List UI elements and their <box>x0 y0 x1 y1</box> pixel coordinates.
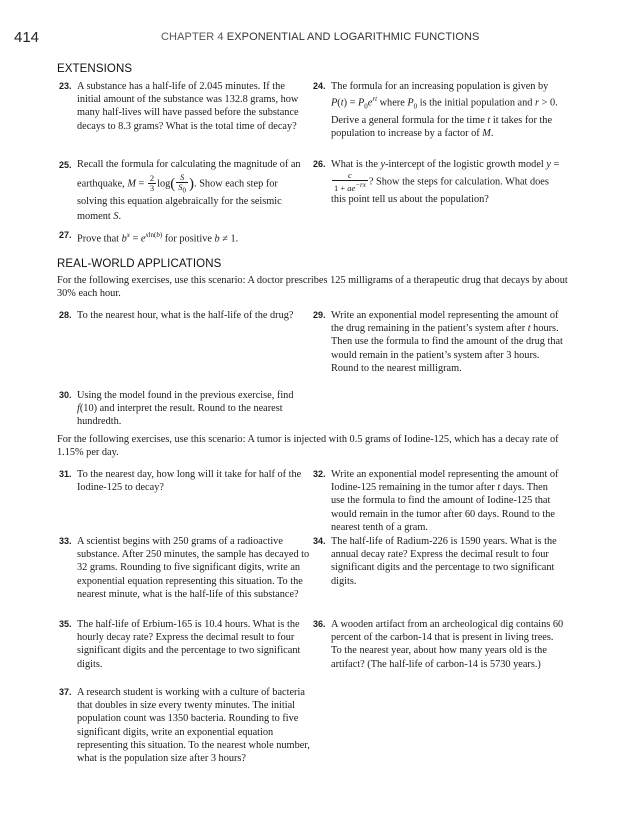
exercise-30 <box>60 389 310 429</box>
exercise-number: 30. <box>59 390 72 400</box>
scenario-intro-tumor: For the following exercises, use this scenario: A tumor is injected with 0.5 grams of Iodine-125, which has a decay rate of 1.15% per day. <box>57 434 559 459</box>
exercise-32 <box>314 468 564 534</box>
scenario-intro-drug: For the following exercises, use this scenario: A doctor prescribes 125 milligrams of a therapeutic drug that decays by about 30% each hour. <box>57 275 568 300</box>
extensions-heading: EXTENSIONS <box>57 63 133 75</box>
exercise-number: 29. <box>313 310 326 320</box>
exercise-number: 31. <box>59 469 72 479</box>
exercise-29 <box>314 309 564 375</box>
exercise-text: A research student is working with a culture of bacteria that doubles in size every twenty minutes. The initial population count was 1350 bacteria. Rounding to five significant digits, write an exponential equation representing this situation. To the nearest whole number, what is the population size after 3 hours? <box>77 687 310 765</box>
exercise-text: Using the model found in the previous exercise, find f(10) and interpret the result. Round to the nearest hundredth. <box>77 390 294 428</box>
exercise-number: 27. <box>59 230 72 240</box>
exercise-36 <box>314 618 564 671</box>
exercise-text: Prove that $b^x = e^{xln(b)}$ for positive b ≠ 1. <box>77 231 239 245</box>
exercise-25 <box>60 158 305 224</box>
exercise-text: To the nearest hour, what is the half-life of the drug? <box>77 310 294 321</box>
exercise-text: To the nearest day, how long will it take for half of the Iodine-125 to decay? <box>77 469 302 494</box>
exercise-26 <box>314 158 564 206</box>
exercise-text: A wooden artifact from an archeological dig contains 60 percent of the carbon-14 that is present in living trees. To the nearest year, about how many years old is the artifact? (The half-life of carbon-14 is 5730 years.) <box>331 619 564 670</box>
exercise-number: 26. <box>313 159 326 169</box>
chapter-label: CHAPTER 4 <box>161 31 224 43</box>
exercise-28 <box>60 309 310 322</box>
exercise-number: 36. <box>313 619 326 629</box>
exercise-text: Write an exponential model representing the amount of the drug remaining in the patient’s system after t hours. Then use the formula to find the amount of the drug that would remain in the patient’s system after 3 hours. Round to the nearest milligram. <box>331 310 563 374</box>
exercise-24 <box>314 80 564 140</box>
exercise-number: 33. <box>59 536 72 546</box>
exercise-number: 28. <box>59 310 72 320</box>
exercise-33 <box>60 535 310 601</box>
exercise-text: The formula for an increasing population is given by $P(t) = P_0e^{rt}$ where $P_0$ is the initial population and r > 0. Derive a general formula for the time t it takes for the population to increase by a factor of M. <box>331 81 558 140</box>
exercise-27 <box>60 229 360 246</box>
exercise-37 <box>60 686 310 765</box>
exercise-number: 34. <box>313 536 326 546</box>
running-header <box>161 31 479 43</box>
exercise-34 <box>314 535 564 588</box>
exercise-number: 32. <box>313 469 326 479</box>
exercise-text: Recall the formula for calculating the magnitude of an earthquake, M = $\frac{2}{3}$ log( $\frac{S}{S_0}$ ). Show each step for solving this equation algebraically for the seismic moment S. <box>77 159 301 222</box>
exercise-number: 37. <box>59 687 72 697</box>
real-world-heading: REAL-WORLD APPLICATIONS <box>57 258 222 270</box>
exercise-23 <box>60 80 305 133</box>
exercise-number: 25. <box>59 160 72 170</box>
exercise-text: A substance has a half-life of 2.045 minutes. If the initial amount of the substance was 132.8 grams, how many half-lives will have passed before the substance decays to 8.3 grams? What is the total time of decay? <box>77 81 299 132</box>
exercise-number: 23. <box>59 81 72 91</box>
exercise-text: Write an exponential model representing the amount of Iodine-125 remaining in the tumor after t days. Then use the formula to find the amount of Iodine-125 that would remain in the tumor after 60 days. Round to the nearest tenth of a gram. <box>331 469 559 533</box>
exercise-text: What is the y-intercept of the logistic growth model y = $\frac{c}{1 + ae^{-rx}}$ ? Show the steps for calculation. What does this point tell us about the population? <box>331 159 560 206</box>
chapter-title: EXPONENTIAL AND LOGARITHMIC FUNCTIONS <box>226 31 480 43</box>
exercise-text: A scientist begins with 250 grams of a radioactive substance. After 250 minutes, the sample has decayed to 32 grams. Rounding to five significant digits, write an exponential equation representing this situation. To the nearest minute, what is the half-life of this substance? <box>77 536 310 600</box>
exercise-35 <box>60 618 310 671</box>
exercise-text: The half-life of Radium-226 is 1590 years. What is the annual decay rate? Express the decimal result to four significant digits and the percentage to two significant digits. <box>331 536 557 587</box>
exercise-number: 35. <box>59 619 72 629</box>
exercise-text: The half-life of Erbium-165 is 10.4 hours. What is the hourly decay rate? Express the decimal result to four significant digits and the percentage to two significant digits. <box>77 619 301 670</box>
page-number: 414 <box>14 29 40 46</box>
exercise-31 <box>60 468 305 494</box>
exercise-number: 24. <box>313 81 326 91</box>
